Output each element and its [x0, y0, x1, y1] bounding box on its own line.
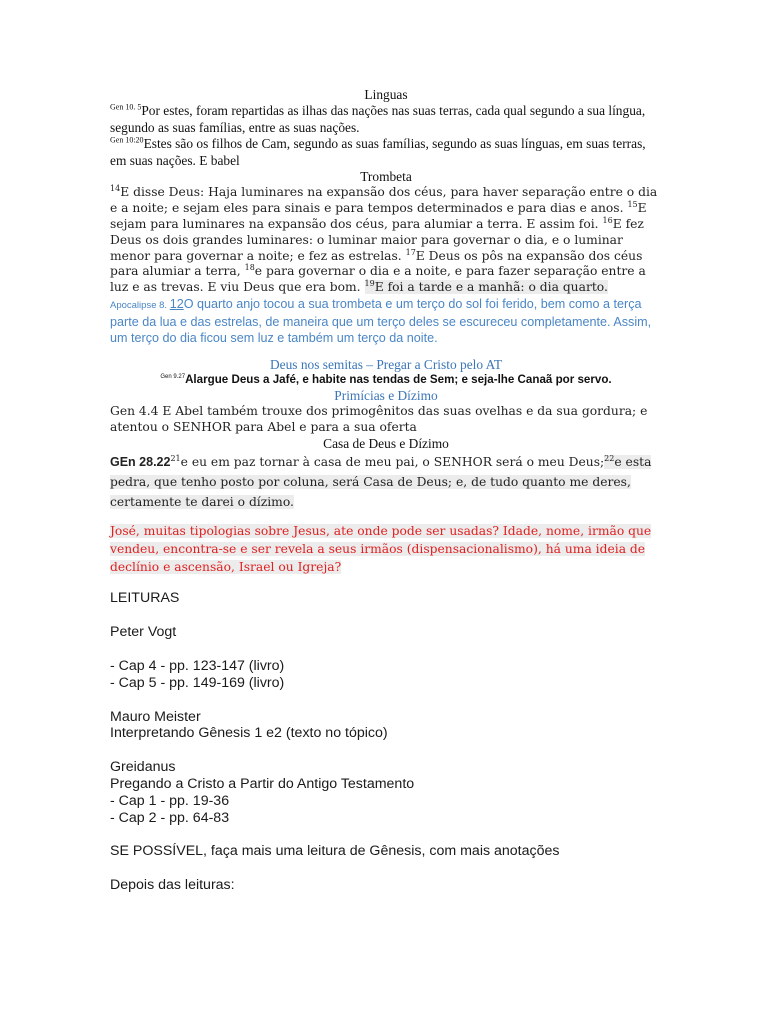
- section-title-trombeta: Trombeta: [360, 169, 412, 185]
- verse-text: e para governar o dia e a noite, e para fazer separação entre a luz e as trevas. E viu Deus que era bom.: [110, 264, 646, 295]
- verse-ref: Gen 10. 5: [110, 102, 142, 112]
- verse-number: 15: [627, 200, 638, 210]
- author-mauro-meister: Mauro Meister: [110, 708, 201, 725]
- document-page: [110, 84, 662, 894]
- verse-text: Alargue Deus a Jafé, e habite nas tendas de Sem; e seja-lhe Canaã por servo.: [185, 373, 612, 387]
- verse-text: E fez Deus os dois grandes luminares: o luminar maior para governar o dia, e o luminar menor para governar a noite; e fez as estrelas.: [110, 217, 644, 263]
- apocalipse-text: O quarto anjo tocou a sua trombeta e um terço do sol foi ferido, bem como a terça parte da lua e das estrelas, de maneira que um terço deles se escureceu completamente. Assim, um terço do dia ficou sem luz e também um terço da noite.: [110, 297, 652, 346]
- verse-number: 18: [244, 263, 255, 273]
- greidanus-cap-2: - Cap 2 - pp. 64-83: [110, 809, 230, 826]
- verse-text: E Deus os pôs na expansão dos céus para alumiar a terra,: [110, 248, 643, 279]
- verse-ref: Gen 10:20: [110, 135, 144, 145]
- apocalipse-ref: Apocalipse 8.: [110, 300, 170, 312]
- leituras-heading: LEITURAS: [110, 590, 180, 607]
- jose-question-text: José, muitas tipologias sobre Jesus, ate onde pode ser usadas? Idade, nome, irmão que vendeu, encontra-se e ser revela a seus irmãos (dispensacionalismo), há uma ideia de declínio e ascensão, Israel ou Igreja?: [110, 524, 652, 575]
- meister-text: Interpretando Gênesis 1 e2 (texto no tópico): [110, 725, 388, 742]
- verse-number: 21: [170, 454, 181, 464]
- gen-28-paragraph: [110, 452, 662, 512]
- verse-number: 22: [604, 454, 615, 464]
- vogt-cap-5: - Cap 5 - pp. 149-169 (livro): [110, 674, 285, 691]
- author-peter-vogt: Peter Vogt: [110, 624, 177, 641]
- verse-number: 17: [405, 247, 416, 257]
- verse-ref: Gen 9.27: [160, 374, 186, 381]
- highlighted-verse: [365, 280, 608, 294]
- depois-das-leituras: Depois das leituras:: [110, 877, 235, 894]
- apocalipse-verse-link[interactable]: 12: [169, 297, 184, 312]
- gen-10-5-paragraph: [110, 103, 662, 136]
- gen-10-20-paragraph: [110, 136, 662, 169]
- verse-number: 19: [364, 279, 375, 289]
- apocalipse-paragraph: [110, 296, 662, 346]
- jose-question-paragraph: [110, 522, 662, 576]
- gen-4-4-paragraph: Gen 4.4 E Abel também trouxe dos primogênitos das suas ovelhas e da sua gordura; e atentou o SENHOR para Abel e para a sua oferta: [110, 404, 648, 435]
- greidanus-cap-1: - Cap 1 - pp. 19-36: [110, 792, 230, 809]
- verse-number: 16: [602, 215, 613, 225]
- section-title-primicias: Primícias e Dízimo: [334, 387, 438, 403]
- verse-text: e eu em paz tornar à casa de meu pai, o SENHOR será o meu Deus;: [180, 455, 605, 470]
- gen-9-27-paragraph: [110, 373, 662, 388]
- verse-number: 14: [110, 184, 121, 194]
- verse-text: e esta pedra, que tenho posto por coluna, será Casa de Deus; e, de tudo quanto me deres, certamente te darei o dízimo.: [110, 455, 652, 510]
- section-title-linguas: Linguas: [364, 87, 408, 102]
- section-title-semitas: Deus nos semitas – Pregar a Cristo pelo AT: [269, 357, 503, 373]
- section-title-casa: Casa de Deus e Dízimo: [323, 435, 449, 451]
- verse-text: Estes são os filhos de Cam, segundo as suas famílias, segundo as suas línguas, em suas terras, em suas nações. E babel: [110, 136, 646, 168]
- se-possivel-note: SE POSSÍVEL, faça mais uma leitura de Gênesis, com mais anotações: [110, 843, 560, 860]
- verse-text: Por estes, foram repartidas as ilhas das nações nas suas terras, cada qual segundo a sua língua, segundo as suas famílias, entre as suas nações.: [110, 103, 646, 135]
- greidanus-book: Pregando a Cristo a Partir do Antigo Testamento: [110, 775, 415, 792]
- author-greidanus: Greidanus: [110, 759, 176, 776]
- vogt-cap-4: - Cap 4 - pp. 123-147 (livro): [110, 657, 285, 674]
- gen-28-ref: GEn 28.22: [110, 455, 171, 470]
- genesis-1-paragraph: [110, 185, 662, 296]
- verse-text: E sejam para luminares na expansão dos céus, para alumiar a terra. E assim foi.: [110, 201, 647, 232]
- verse-text: E foi a tarde e a manhã: o dia quarto.: [374, 280, 608, 295]
- verse-text: E disse Deus: Haja luminares na expansão dos céus, para haver separação entre o dia e a noite; e sejam eles para sinais e para tempos determinados e para dias e anos.: [110, 185, 658, 216]
